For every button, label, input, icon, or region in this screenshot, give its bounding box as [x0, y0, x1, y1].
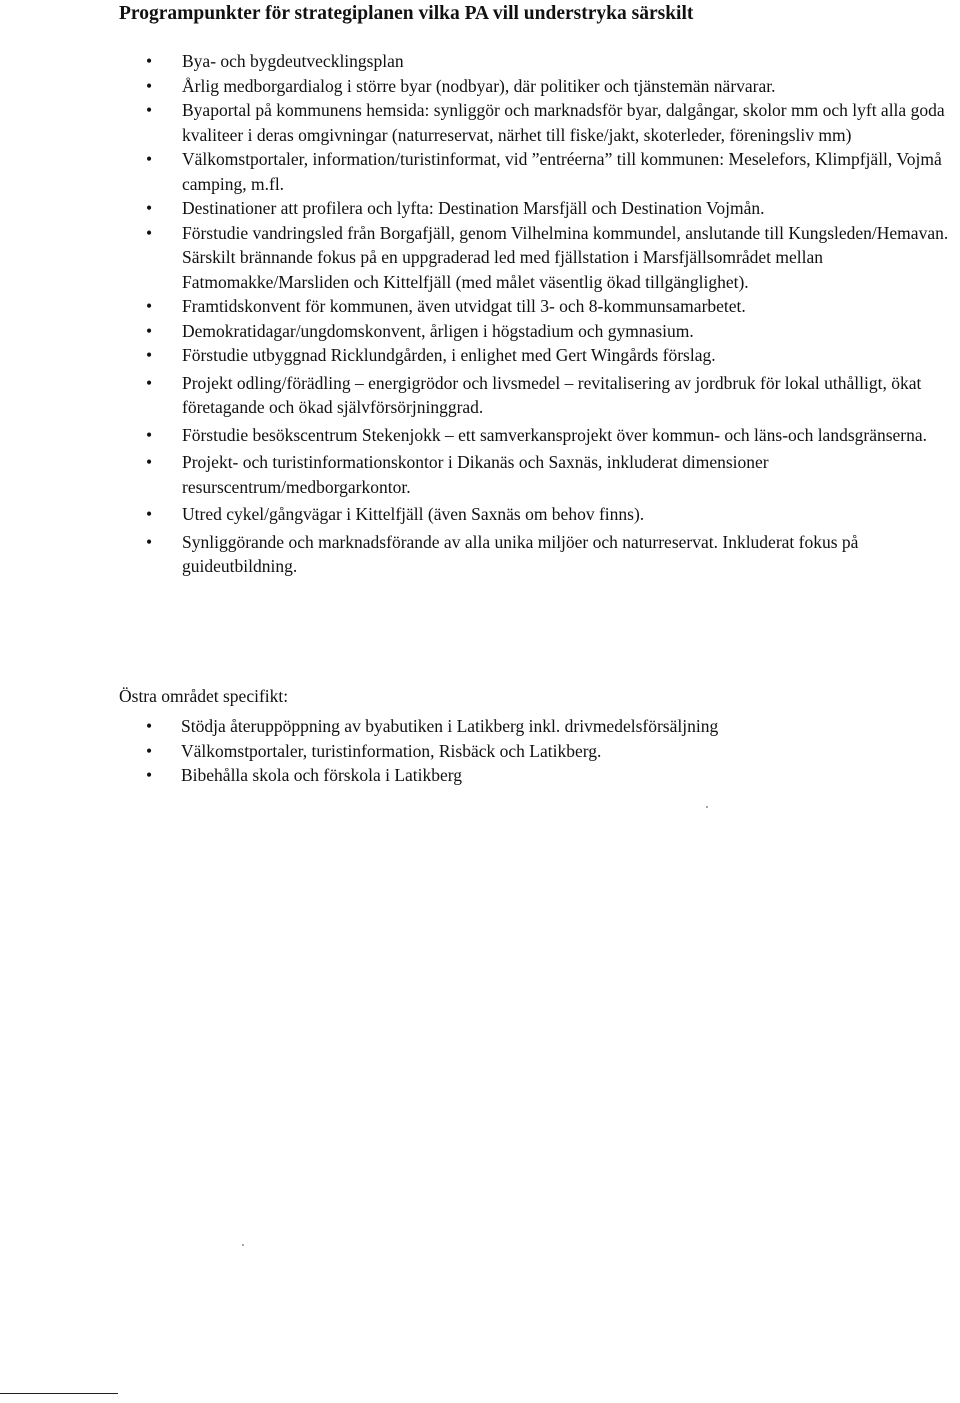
bullet-icon: • [146, 531, 153, 552]
list-item [0, 763, 960, 788]
document-heading: Programpunkter för strategiplanen vilka PA vill understryka särskilt [119, 3, 694, 24]
scan-speck [706, 806, 708, 808]
list-item [0, 196, 960, 221]
list-item-text: Utred cykel/gångvägar i Kittelfjäll (även Saxnäs om behov finns). [182, 504, 645, 524]
list-item-text: Projekt- och turistinformationskontor i Dikanäs och Saxnäs, inkluderat dimensioner resurscentrum/medborgarkontor. [182, 452, 769, 497]
bullet-icon: • [146, 100, 153, 120]
bullet-icon: • [146, 504, 153, 524]
bullet-icon: • [146, 51, 153, 71]
list-item [0, 319, 960, 344]
list-item [0, 49, 960, 74]
list-item-text: Årlig medborgardialog i större byar (nodbyar), där politiker och tjänstemän närvarar. [182, 75, 776, 96]
scan-speck [242, 1244, 244, 1246]
list-item [0, 502, 960, 527]
list-item [0, 530, 960, 579]
list-item-text: Demokratidagar/ungdomskonvent, årligen i högstadium och gymnasium. [182, 320, 694, 341]
footnote-rule [0, 1393, 118, 1394]
list-item [0, 450, 960, 499]
east-area-heading: Östra området specifikt: [119, 686, 289, 706]
bullet-icon: • [146, 75, 153, 96]
bullet-icon: • [146, 716, 153, 736]
bullet-icon: • [146, 740, 153, 761]
east-area-list [0, 714, 960, 788]
list-item [0, 294, 960, 319]
bullet-icon: • [146, 372, 153, 393]
list-item-text: Förstudie utbyggnad Ricklundgården, i enlighet med Gert Wingårds förslag. [182, 345, 716, 365]
bullet-icon: • [146, 765, 153, 785]
list-item-text: Välkomstportaler, turistinformation, Risbäck och Latikberg. [181, 740, 602, 761]
list-item-text: Bya- och bygdeutvecklingsplan [182, 51, 404, 71]
list-item [0, 221, 960, 295]
list-item [0, 739, 960, 764]
list-item [0, 714, 960, 739]
strategy-list [0, 49, 960, 579]
bullet-icon: • [146, 320, 153, 341]
list-item [0, 147, 960, 196]
bullet-icon: • [146, 222, 153, 243]
list-item [0, 98, 960, 147]
list-item-text: Förstudie vandringsled från Borgafjäll, genom Vilhelmina kommundel, anslutande till Kungsleden/Hemavan. Särskilt brännande fokus på en uppgraderad led med fjällstation i Marsfjällsområdet mellan Fatmomakke/Marsliden och Kittelfjäll (med målet väsentlig ökad tillgänglighet). [182, 222, 949, 292]
bullet-icon: • [146, 296, 153, 316]
list-item-text: Destinationer att profilera och lyfta: Destination Marsfjäll och Destination Vojmån. [182, 198, 765, 218]
bullet-icon: • [146, 149, 153, 169]
list-item [0, 343, 960, 368]
list-item-text: Bibehålla skola och förskola i Latikberg [181, 765, 463, 785]
list-item-text: Välkomstportaler, information/turistinformat, vid ”entréerna” till kommunen: Meselefors, Klimpfjäll, Vojmå camping, m.fl. [182, 149, 942, 194]
bullet-icon: • [146, 198, 153, 218]
list-item [0, 371, 960, 420]
list-item-text: Synliggörande och marknadsförande av alla unika miljöer och naturreservat. Inkluderat fokus på guideutbildning. [182, 531, 859, 576]
list-item [0, 423, 960, 448]
list-item [0, 74, 960, 99]
list-item-text: Byaportal på kommunens hemsida: synliggör och marknadsför byar, dalgångar, skolor mm och lyft alla goda kvaliteer i deras omgivningar (naturreservat, närhet till fiske/jakt, skoterleder, föreningsliv mm) [182, 100, 945, 145]
bullet-icon: • [146, 424, 153, 445]
bullet-icon: • [146, 452, 153, 472]
list-item-text: Projekt odling/förädling – energigrödor och livsmedel – revitalisering av jordbruk för lokal uthålligt, ökat företagande och ökad självförsörjninggrad. [182, 372, 922, 417]
list-item-text: Framtidskonvent för kommunen, även utvidgat till 3- och 8-kommunsamarbetet. [182, 296, 746, 316]
list-item-text: Förstudie besökscentrum Stekenjokk – ett samverkansprojekt över kommun- och läns-och landsgränserna. [182, 424, 928, 445]
bullet-icon: • [146, 345, 153, 365]
list-item-text: Stödja återuppöppning av byabutiken i Latikberg inkl. drivmedelsförsäljning [181, 716, 719, 736]
